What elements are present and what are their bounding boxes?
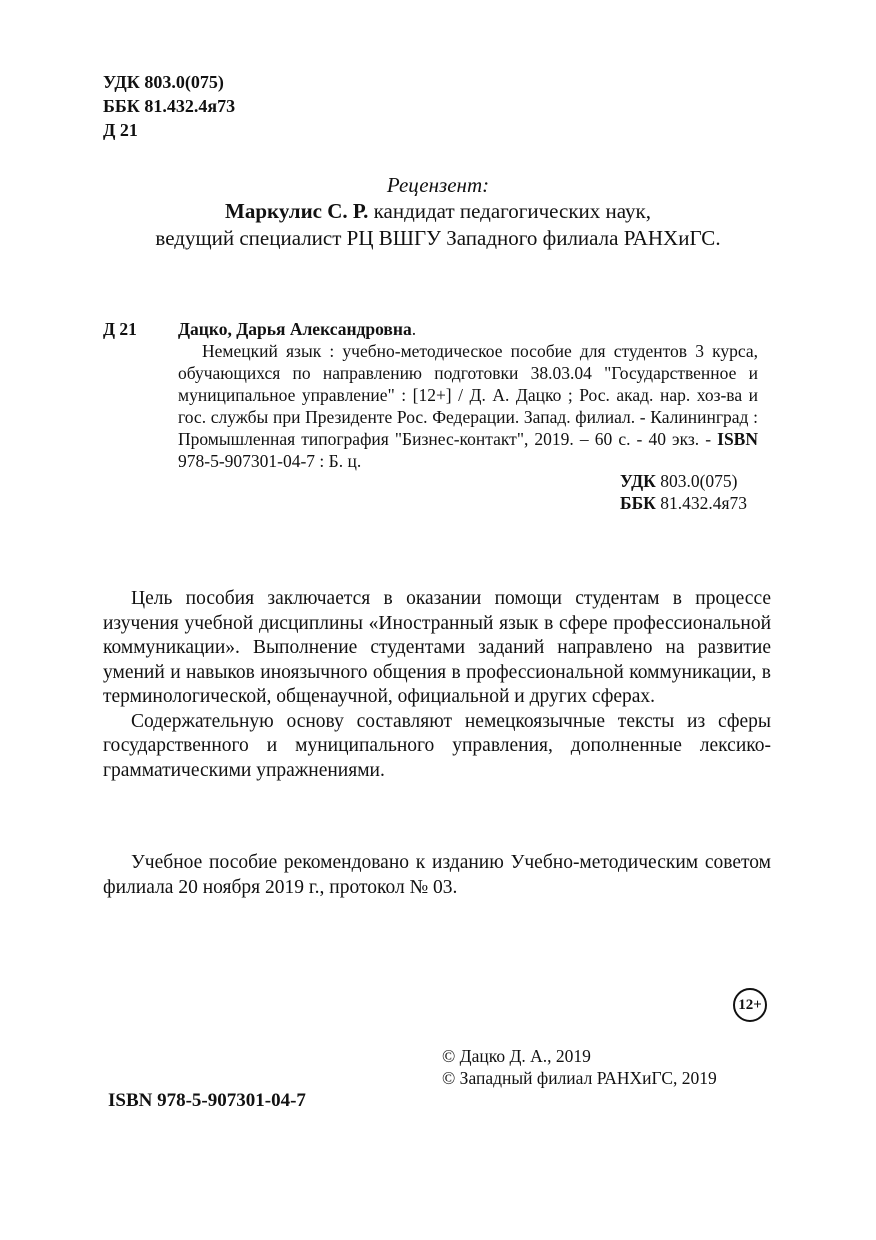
copyright-publisher: © Западный филиал РАНХиГС, 2019 [442, 1068, 717, 1088]
catalog-author-suffix: . [411, 319, 417, 339]
reviewer-heading: Рецензент: [386, 173, 490, 197]
catalog-bbk-label: ББК [620, 493, 656, 513]
bbk-code: ББК 81.432.4я73 [103, 96, 236, 116]
author-mark: Д 21 [103, 120, 138, 140]
catalog-description-part1: Немецкий язык : учебно-методическое пособие для студентов 3 курса, обучающихся по направлению подготовки 38.03.04 "Государственное и муниципальное управление" : [12+] / Д. А. Дацко ; Рос. акад. нар. хоз-ва и гос. службы при Президенте Рос. Федерации. Запад. филиал. - Калининград : Промышленная типография "Бизнес-контакт", 2019. – 60 с. - 40 экз. - [178, 341, 758, 449]
catalog-udk-value: 803.0(075) [655, 471, 738, 491]
recommendation [103, 851, 771, 900]
udk-code: УДК 803.0(075) [103, 72, 224, 92]
reviewer-name: Маркулис С. Р. [225, 199, 369, 223]
recommendation-text: Учебное пособие рекомендовано к изданию Учебно-методическим советом филиала 20 ноября 2019 г., протокол № 03. [103, 852, 771, 898]
copyright-author: © Дацко Д. А., 2019 [442, 1046, 591, 1066]
catalog-description [178, 340, 758, 472]
reviewer-position: ведущий специалист РЦ ВШГУ Западного филиала РАНХиГС. [155, 226, 721, 250]
catalog-description-part2: 978-5-907301-04-7 : Б. ц. [178, 451, 362, 471]
catalog-record [178, 318, 758, 472]
abstract-paragraph-1: Цель пособия заключается в оказании помощи студентам в процессе изучения учебной дисциплины «Иностранный язык в сфере профессиональной коммуникации». Выполнение студентами заданий направлено на развитие умений и навыков иноязычного общения в профессиональной коммуникации, в терминологической, общенаучной, официальной и других сферах. [103, 588, 771, 707]
reviewer-degree: кандидат педагогических наук, [368, 199, 651, 223]
catalog-author: Дацко, Дарья Александровна [178, 319, 412, 339]
catalog-bbk-value: 81.432.4я73 [655, 493, 748, 513]
age-rating-badge: 12+ [733, 988, 767, 1022]
classification-codes [103, 70, 235, 142]
abstract [103, 587, 771, 783]
isbn-number: ISBN 978-5-907301-04-7 [108, 1090, 306, 1111]
catalog-isbn-label: ISBN [717, 429, 758, 449]
catalog-references [620, 470, 747, 514]
abstract-paragraph-2: Содержательную основу составляют немецкоязычные тексты из сферы государственного и муниципального управления, дополненные лексико-грамматическими упражнениями. [103, 710, 771, 781]
catalog-udk-label: УДК [620, 471, 656, 491]
copyright-block [442, 1045, 717, 1089]
reviewer-name-line [0, 198, 876, 224]
catalog-code: Д 21 [103, 319, 137, 339]
